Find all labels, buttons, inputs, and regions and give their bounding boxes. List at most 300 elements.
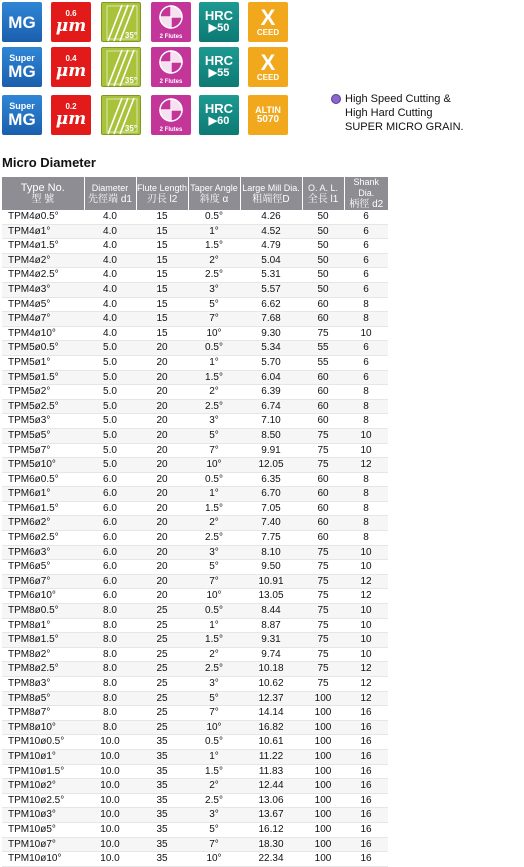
table-cell: TPM4ø1.5° <box>2 239 84 254</box>
table-cell: 60 <box>302 531 344 546</box>
table-cell: 15 <box>136 210 188 224</box>
table-cell: 15 <box>136 253 188 268</box>
flutes-icon-box <box>151 47 191 87</box>
table-cell: 10.0 <box>84 793 136 808</box>
table-cell: 75 <box>302 560 344 575</box>
table-cell: 1° <box>188 618 240 633</box>
table-cell: 100 <box>302 735 344 750</box>
table-cell: 16 <box>344 779 388 794</box>
table-cell: TPM6ø3° <box>2 545 84 560</box>
table-cell: 6 <box>344 239 388 254</box>
column-header-zh: 粗端徑D <box>252 193 290 205</box>
table-cell: 60 <box>302 501 344 516</box>
table-cell: 10.62 <box>240 677 302 692</box>
table-cell: 15 <box>136 239 188 254</box>
table-cell: 2° <box>188 253 240 268</box>
table-cell: 50 <box>302 239 344 254</box>
table-row <box>2 764 388 779</box>
table-row <box>2 472 388 487</box>
material-top: Super <box>9 101 35 111</box>
table-row <box>2 210 388 224</box>
table-cell: 1.5° <box>188 501 240 516</box>
table-cell: TPM6ø1° <box>2 487 84 502</box>
table-cell: 8.0 <box>84 604 136 619</box>
table-cell: 14.14 <box>240 706 302 721</box>
material-top: Super <box>9 53 35 63</box>
table-cell: 8.44 <box>240 604 302 619</box>
table-cell: 13.06 <box>240 793 302 808</box>
flutes-label: 2 Flutes <box>159 34 183 40</box>
table-cell: 5.34 <box>240 341 302 356</box>
table-cell: 25 <box>136 618 188 633</box>
table-row <box>2 720 388 735</box>
table-cell: TPM8ø10° <box>2 720 84 735</box>
helix-angle-value: 35° <box>124 31 137 40</box>
table-cell: 13.67 <box>240 808 302 823</box>
table-row <box>2 647 388 662</box>
coating-top: ALTIN <box>255 104 281 115</box>
table-cell: 7.75 <box>240 531 302 546</box>
table-cell: 6.0 <box>84 516 136 531</box>
table-cell: 8 <box>344 516 388 531</box>
table-cell: 6.0 <box>84 472 136 487</box>
table-cell: 20 <box>136 501 188 516</box>
table-cell: TPM10ø10° <box>2 852 84 867</box>
table-row <box>2 531 388 546</box>
table-cell: 100 <box>302 779 344 794</box>
table-row <box>2 560 388 575</box>
column-header-en: Large Mill Dia. <box>242 182 300 193</box>
material-main: MG <box>8 110 36 129</box>
table-cell: TPM6ø7° <box>2 574 84 589</box>
table-cell: 6.0 <box>84 545 136 560</box>
table-cell: 8.87 <box>240 618 302 633</box>
column-header-en: Diameter <box>91 182 129 193</box>
coating-bottom: CEED <box>256 28 280 37</box>
table-cell: TPM5ø7° <box>2 443 84 458</box>
table-cell: 20 <box>136 560 188 575</box>
helix-angle-icon <box>101 95 141 135</box>
table-row <box>2 253 388 268</box>
table-cell: 12.37 <box>240 691 302 706</box>
table-cell: 7.68 <box>240 312 302 327</box>
column-header <box>2 177 84 210</box>
table-row <box>2 516 388 531</box>
hardness-icon <box>199 95 239 135</box>
table-cell: 20 <box>136 414 188 429</box>
table-row <box>2 589 388 604</box>
table-cell: 60 <box>302 414 344 429</box>
table-cell: TPM5ø5° <box>2 428 84 443</box>
table-cell: TPM4ø3° <box>2 282 84 297</box>
table-cell: 3° <box>188 808 240 823</box>
table-cell: 16 <box>344 720 388 735</box>
table-row <box>2 224 388 239</box>
table-cell: 12.05 <box>240 458 302 473</box>
table-cell: 16 <box>344 837 388 852</box>
table-cell: 16.82 <box>240 720 302 735</box>
table-cell: 5° <box>188 822 240 837</box>
table-cell: 35 <box>136 749 188 764</box>
table-cell: 16 <box>344 852 388 867</box>
table-row <box>2 458 388 473</box>
table-cell: 35 <box>136 779 188 794</box>
table-cell: 100 <box>302 706 344 721</box>
hrc-label: HRC <box>204 101 234 117</box>
table-cell: 35 <box>136 735 188 750</box>
table-cell: 60 <box>302 385 344 400</box>
table-cell: TPM6ø0.5° <box>2 472 84 487</box>
table-cell: 35 <box>136 822 188 837</box>
table-row <box>2 691 388 706</box>
table-cell: 9.50 <box>240 560 302 575</box>
table-row <box>2 793 388 808</box>
table-cell: 60 <box>302 370 344 385</box>
table-cell: TPM4ø1° <box>2 224 84 239</box>
table-cell: 1.5° <box>188 239 240 254</box>
table-cell: 18.30 <box>240 837 302 852</box>
table-cell: 1.5° <box>188 633 240 648</box>
table-cell: 60 <box>302 312 344 327</box>
table-cell: 12 <box>344 662 388 677</box>
table-body <box>2 210 388 866</box>
column-header-en: Taper Angle <box>190 182 238 193</box>
hrc-label: HRC <box>204 53 234 69</box>
table-cell: 2° <box>188 385 240 400</box>
table-cell: TPM5ø1° <box>2 355 84 370</box>
table-cell: 12 <box>344 589 388 604</box>
column-header <box>240 177 302 210</box>
table-row <box>2 282 388 297</box>
table-cell: 0.5° <box>188 604 240 619</box>
table-cell: 50 <box>302 210 344 224</box>
table-cell: 2.5° <box>188 531 240 546</box>
table-cell: TPM6ø2° <box>2 516 84 531</box>
table-cell: TPM4ø5° <box>2 297 84 312</box>
table-cell: 20 <box>136 458 188 473</box>
hrc-label: HRC <box>204 8 234 24</box>
coating-top: X <box>260 5 276 30</box>
table-cell: 2.5° <box>188 268 240 283</box>
table-cell: 60 <box>302 472 344 487</box>
precision-value: 0.4 <box>65 53 77 63</box>
table-cell: 8 <box>344 399 388 414</box>
table-row <box>2 633 388 648</box>
hrc-value: ▶50 <box>208 22 230 35</box>
material-icon <box>2 2 42 42</box>
flutes-label: 2 Flutes <box>159 127 183 133</box>
table-cell: 100 <box>302 764 344 779</box>
table-cell: 20 <box>136 472 188 487</box>
column-header <box>344 177 388 210</box>
table-cell: 75 <box>302 428 344 443</box>
flutes-icon-box <box>151 95 191 135</box>
table-cell: 7° <box>188 574 240 589</box>
table-cell: 10 <box>344 443 388 458</box>
table-cell: 10.0 <box>84 735 136 750</box>
legend-text <box>331 92 521 134</box>
table-cell: 10 <box>344 647 388 662</box>
table-cell: 50 <box>302 224 344 239</box>
flutes-icon <box>151 47 191 81</box>
flutes-label: 2 Flutes <box>159 79 183 85</box>
table-cell: TPM5ø2° <box>2 385 84 400</box>
table-cell: 10.0 <box>84 779 136 794</box>
table-cell: 50 <box>302 282 344 297</box>
table-cell: TPM8ø0.5° <box>2 604 84 619</box>
table-cell: 6 <box>344 355 388 370</box>
table-cell: 20 <box>136 545 188 560</box>
table-row <box>2 355 388 370</box>
table-cell: 2° <box>188 647 240 662</box>
table-cell: 15 <box>136 268 188 283</box>
table-cell: 4.52 <box>240 224 302 239</box>
table-row <box>2 501 388 516</box>
table-cell: 5.0 <box>84 370 136 385</box>
table-cell: 1° <box>188 224 240 239</box>
table-cell: 100 <box>302 720 344 735</box>
table-cell: 100 <box>302 691 344 706</box>
table-cell: 8.0 <box>84 633 136 648</box>
table-cell: TPM10ø1.5° <box>2 764 84 779</box>
helix-angle-icon <box>101 47 141 87</box>
table-cell: 0.5° <box>188 472 240 487</box>
precision-unit: μm <box>55 60 87 81</box>
table-cell: 5.04 <box>240 253 302 268</box>
column-header <box>302 177 344 210</box>
column-header-zh: 柄徑 d2 <box>349 199 384 210</box>
table-cell: TPM10ø2° <box>2 779 84 794</box>
table-cell: TPM5ø10° <box>2 458 84 473</box>
table-cell: 16 <box>344 822 388 837</box>
table-row <box>2 837 388 852</box>
table-cell: 5.0 <box>84 385 136 400</box>
table-row <box>2 662 388 677</box>
table-cell: 100 <box>302 808 344 823</box>
coating-top: X <box>260 50 276 75</box>
table-cell: 5.0 <box>84 443 136 458</box>
material-main: MG <box>8 12 36 32</box>
table-cell: 7° <box>188 312 240 327</box>
table-cell: 6 <box>344 224 388 239</box>
material-icon <box>2 47 42 87</box>
table-cell: 8.0 <box>84 618 136 633</box>
table-cell: 5.0 <box>84 341 136 356</box>
table-cell: 5° <box>188 560 240 575</box>
table-cell: 6.62 <box>240 297 302 312</box>
coating-bottom: CEED <box>256 73 280 82</box>
table-cell: 20 <box>136 487 188 502</box>
table-cell: 4.0 <box>84 312 136 327</box>
table-cell: 5.0 <box>84 428 136 443</box>
table-cell: 22.34 <box>240 852 302 867</box>
table-cell: 0.5° <box>188 210 240 224</box>
table-cell: 55 <box>302 341 344 356</box>
table-cell: 10 <box>344 326 388 341</box>
table-cell: 50 <box>302 253 344 268</box>
table-cell: TPM10ø3° <box>2 808 84 823</box>
column-header <box>136 177 188 210</box>
table-cell: 5.31 <box>240 268 302 283</box>
table-cell: 6.0 <box>84 589 136 604</box>
table-cell: TPM10ø0.5° <box>2 735 84 750</box>
table-cell: 6 <box>344 370 388 385</box>
column-header-zh: 型 號 <box>31 193 55 205</box>
table-cell: TPM4ø2.5° <box>2 268 84 283</box>
table-cell: 10 <box>344 428 388 443</box>
table-cell: 10 <box>344 560 388 575</box>
table-cell: 5° <box>188 428 240 443</box>
table-row <box>2 239 388 254</box>
table-cell: 4.0 <box>84 239 136 254</box>
table-cell: TPM10ø7° <box>2 837 84 852</box>
column-header-en: O. A. L. <box>307 182 338 193</box>
table-cell: 5.70 <box>240 355 302 370</box>
table-cell: 8.0 <box>84 677 136 692</box>
table-cell: TPM8ø1° <box>2 618 84 633</box>
table-cell: 12 <box>344 677 388 692</box>
table-cell: 9.30 <box>240 326 302 341</box>
table-cell: 8.50 <box>240 428 302 443</box>
table-row <box>2 487 388 502</box>
table-cell: 50 <box>302 268 344 283</box>
table-cell: TPM8ø3° <box>2 677 84 692</box>
table-cell: TPM5ø2.5° <box>2 399 84 414</box>
table-cell: TPM6ø1.5° <box>2 501 84 516</box>
hrc-value: ▶60 <box>208 115 230 128</box>
table-cell: 4.0 <box>84 210 136 224</box>
table-cell: 20 <box>136 399 188 414</box>
table-cell: 9.91 <box>240 443 302 458</box>
table-cell: TPM6ø2.5° <box>2 531 84 546</box>
column-header <box>188 177 240 210</box>
table-cell: 20 <box>136 531 188 546</box>
table-row <box>2 428 388 443</box>
table-cell: 75 <box>302 647 344 662</box>
table-cell: 25 <box>136 691 188 706</box>
table-cell: 4.26 <box>240 210 302 224</box>
table-cell: 8 <box>344 531 388 546</box>
table-cell: TPM4ø10° <box>2 326 84 341</box>
table-cell: 60 <box>302 399 344 414</box>
spec-table <box>2 177 388 867</box>
coating-icon <box>248 47 288 87</box>
table-cell: TPM5ø0.5° <box>2 341 84 356</box>
table-cell: 10.0 <box>84 749 136 764</box>
table-cell: 1° <box>188 749 240 764</box>
table-cell: 10° <box>188 589 240 604</box>
table-cell: 4.79 <box>240 239 302 254</box>
section-title: Micro Diameter <box>2 155 96 170</box>
table-row <box>2 706 388 721</box>
table-cell: 35 <box>136 764 188 779</box>
table-cell: 8.0 <box>84 720 136 735</box>
table-row <box>2 808 388 823</box>
table-cell: 6.0 <box>84 574 136 589</box>
flutes-icon-box <box>151 2 191 42</box>
table-cell: 6 <box>344 268 388 283</box>
table-cell: 16 <box>344 749 388 764</box>
table-cell: TPM10ø2.5° <box>2 793 84 808</box>
table-cell: 10.0 <box>84 764 136 779</box>
table-cell: 0.5° <box>188 735 240 750</box>
table-cell: 8.0 <box>84 662 136 677</box>
table-row <box>2 370 388 385</box>
table-row <box>2 574 388 589</box>
table-cell: 20 <box>136 428 188 443</box>
table-cell: 75 <box>302 633 344 648</box>
table-cell: 10.0 <box>84 808 136 823</box>
table-cell: 55 <box>302 355 344 370</box>
precision-value: 0.6 <box>65 8 77 18</box>
precision-unit: μm <box>55 15 87 36</box>
column-header-en: Flute Length <box>136 182 188 193</box>
helix-angle-icon <box>101 2 141 42</box>
table-cell: 7° <box>188 837 240 852</box>
column-header-en: Type No. <box>20 181 65 194</box>
table-cell: 20 <box>136 385 188 400</box>
table-cell: 1.5° <box>188 370 240 385</box>
material-icon <box>2 95 42 135</box>
legend-line: SUPER MICRO GRAIN. <box>345 121 464 133</box>
table-cell: 35 <box>136 808 188 823</box>
table-cell: 25 <box>136 706 188 721</box>
precision-unit: μm <box>55 108 87 129</box>
table-cell: TPM8ø7° <box>2 706 84 721</box>
table-cell: 9.74 <box>240 647 302 662</box>
table-cell: 6.74 <box>240 399 302 414</box>
table-row <box>2 779 388 794</box>
table-cell: 6 <box>344 253 388 268</box>
hardness-icon <box>199 47 239 87</box>
precision-icon <box>51 47 91 87</box>
table-cell: 3° <box>188 677 240 692</box>
table-cell: 7° <box>188 443 240 458</box>
table-cell: 7.10 <box>240 414 302 429</box>
table-cell: 16 <box>344 706 388 721</box>
column-header-zh: 斜度 α <box>199 193 229 205</box>
table-cell: TPM8ø2.5° <box>2 662 84 677</box>
table-cell: 8 <box>344 414 388 429</box>
table-cell: 75 <box>302 458 344 473</box>
table-cell: 1.5° <box>188 764 240 779</box>
table-cell: 10.61 <box>240 735 302 750</box>
table-cell: 1° <box>188 355 240 370</box>
table-cell: TPM6ø10° <box>2 589 84 604</box>
table-cell: 6.0 <box>84 501 136 516</box>
table-cell: 20 <box>136 341 188 356</box>
table-cell: 75 <box>302 618 344 633</box>
table-cell: 4.0 <box>84 282 136 297</box>
table-cell: 20 <box>136 355 188 370</box>
table-cell: 8 <box>344 501 388 516</box>
hardness-icon <box>199 2 239 42</box>
table-row <box>2 604 388 619</box>
table-cell: 100 <box>302 822 344 837</box>
table-cell: 15 <box>136 326 188 341</box>
table-cell: 5.0 <box>84 458 136 473</box>
column-header <box>84 177 136 210</box>
coating-bottom: 5070 <box>256 113 280 125</box>
table-cell: 6.0 <box>84 560 136 575</box>
table-cell: 25 <box>136 662 188 677</box>
table-cell: 100 <box>302 837 344 852</box>
column-header-en: Shank Dia. <box>353 177 380 198</box>
table-cell: 10 <box>344 604 388 619</box>
table-cell: 4.0 <box>84 268 136 283</box>
table-cell: 75 <box>302 545 344 560</box>
table-cell: 5.57 <box>240 282 302 297</box>
